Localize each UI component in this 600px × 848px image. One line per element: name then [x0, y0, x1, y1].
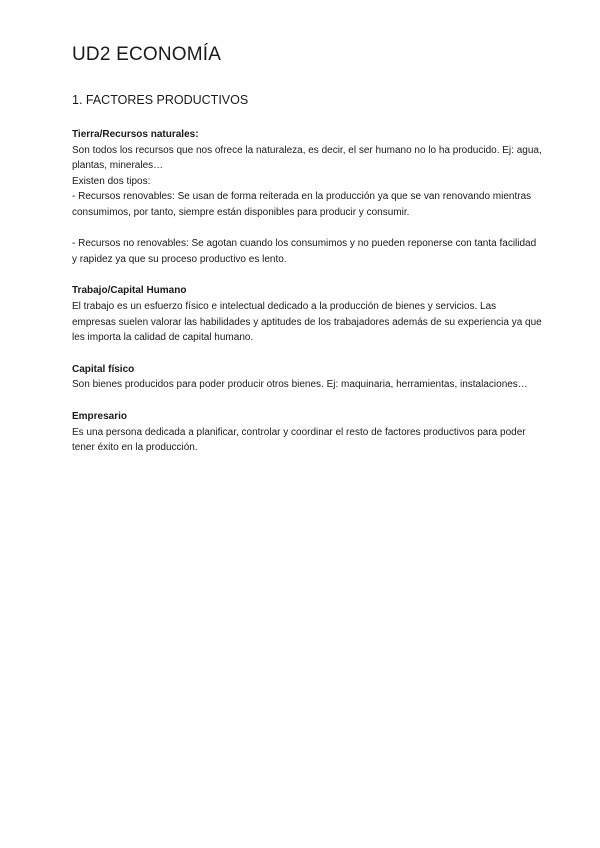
tierra-definition: Son todos los recursos que nos ofrece la naturaleza, es decir, el ser humano no lo ha producido. Ej: agua, plantas, minerales…	[72, 144, 542, 172]
trabajo-heading: Trabajo/Capital Humano	[72, 285, 187, 297]
tierra-heading: Tierra/Recursos naturales:	[72, 129, 199, 140]
section-tierra	[72, 127, 542, 267]
section-capital	[72, 362, 542, 393]
empresario-text: Es una persona dedicada a planificar, controlar y coordinar el resto de factores productivos para poder tener éxito en la producción.	[72, 426, 526, 454]
empresario-heading: Empresario	[72, 410, 128, 422]
capital-text: Son bienes producidos para poder producir otros bienes. Ej: maquinaria, herramientas, instalaciones…	[72, 379, 528, 391]
trabajo-text: El trabajo es un esfuerzo físico e intelectual dedicado a la producción de bienes y servicios. Las empresas suelen valorar las habilidades y aptitudes de los trabajadores además de su experiencia ya que les importa la calidad de capital humano.	[72, 300, 542, 344]
paragraph-spacer	[72, 221, 542, 237]
tierra-renewable-text: - Recursos renovables: Se usan de forma reiterada en la producción ya que se van renovando mientras consumimos, por tanto, siempre están disponibles para producir y consumir.	[72, 191, 532, 218]
capital-heading: Capital físico	[72, 363, 135, 375]
tierra-types-intro: Existen dos tipos:	[72, 175, 151, 187]
section-empresario	[72, 409, 542, 456]
document-title: UD2 ECONOMÍA	[72, 44, 222, 65]
tierra-nonrenewable-text: - Recursos no renovables: Se agotan cuando los consumimos y no pueden reponerse con tanta facilidad y rapidez ya que su proceso productivo es lento.	[72, 238, 537, 265]
section-heading: 1. FACTORES PRODUCTIVOS	[72, 93, 249, 107]
section-trabajo	[72, 283, 542, 345]
document-content	[72, 127, 542, 472]
